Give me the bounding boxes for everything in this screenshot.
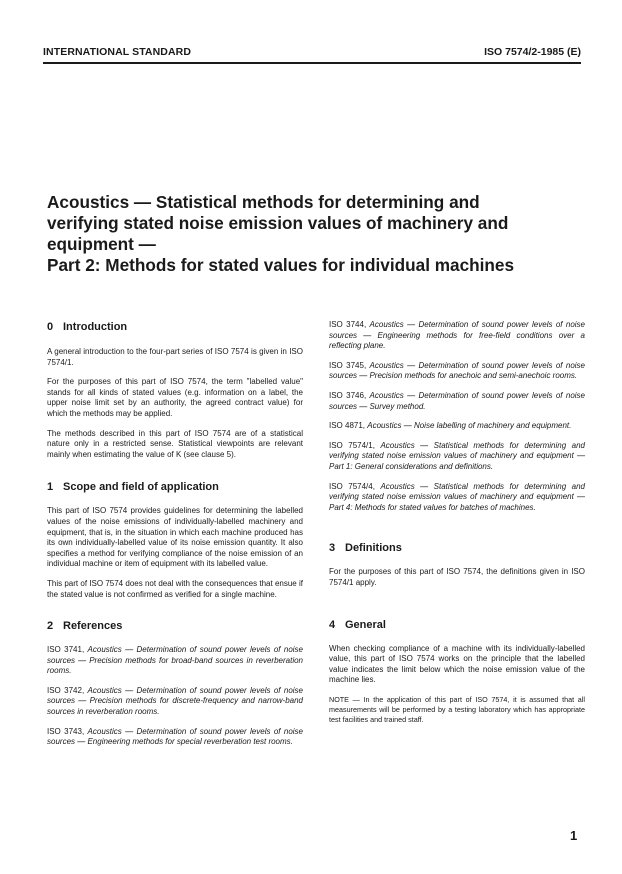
reference-title: Acoustics — Determination of sound power levels of noise sources — Engineering methods for free-field conditions over a reflecting plane.: [329, 320, 585, 351]
general-note: NOTE — In the application of this part of ISO 7574, it is assumed that all measurements will be performed by a testing laboratory which has appropriate test facilities and trained staff.: [329, 694, 585, 724]
reference-id: ISO 4871,: [329, 421, 366, 431]
document-title: [47, 192, 587, 276]
header-rule: [43, 62, 581, 64]
reference-title: Acoustics — Determination of sound power levels of noise sources — Precision methods for discrete-frequency and narrow-band sources in reverberation rooms.: [47, 685, 303, 717]
section-3-title: Definitions: [345, 542, 402, 555]
section-0-heading: [47, 320, 303, 334]
intro-paragraph-1: A general introduction to the four-part series of ISO 7574 is given in ISO 7574/1.: [47, 347, 303, 367]
reference-title: Acoustics — Determination of sound power levels of noise sources — Precision methods for broad-band sources in reverberation rooms.: [47, 645, 303, 676]
page-header: [43, 44, 581, 64]
section-1-heading: [47, 480, 303, 494]
reference-item: [47, 686, 303, 718]
reference-id: ISO 3742,: [47, 685, 85, 695]
intro-paragraph-2: For the purposes of this part of ISO 7574, the term "labelled value" stands for all kinds of stated values (e.g. information on a label, the upper noise limit set by an authority, the agreed contract value) for which the methods may be applied.: [47, 377, 303, 418]
reference-id: ISO 7574/4,: [329, 481, 375, 491]
page-number: 1: [570, 828, 578, 843]
general-paragraph: When checking compliance of a machine with its individually-labelled value, this part of ISO 7574 works on the principle that the labelled value indicates the limit below which the noise emission value of the machine lies.: [329, 643, 585, 685]
document-number: ISO 7574/2-1985 (E): [484, 46, 581, 58]
reference-item: [329, 441, 585, 473]
section-4-heading: [329, 618, 585, 632]
reference-title: Acoustics — Determination of sound power levels of noise sources — Survey method.: [329, 390, 585, 411]
title-line-2: verifying stated noise emission values of machinery and: [47, 213, 509, 233]
reference-id: ISO 3744,: [329, 320, 367, 329]
section-0-title: Introduction: [63, 321, 128, 333]
right-column: [329, 320, 585, 725]
title-line-1: Acoustics — Statistical methods for determining and: [47, 192, 480, 212]
reference-title: Acoustics — Statistical methods for determining and verifying stated noise emission values of machinery and equipment — Part 1: General considerations and definitions.: [329, 440, 585, 471]
intro-paragraph-3: The methods described in this part of ISO 7574 are of a statistical nature only in a restricted sense. Statistical viewpoints are relevant mainly when estimating the value of K (see clause 5).: [47, 428, 303, 459]
section-2-heading: [47, 619, 303, 633]
reference-id: ISO 3741,: [47, 645, 85, 655]
section-1-number: 1: [47, 481, 54, 494]
section-3-heading: [329, 541, 585, 555]
reference-title: Acoustics — Noise labelling of machinery and equipment.: [367, 421, 572, 431]
section-3-number: 3: [329, 542, 336, 555]
reference-id: ISO 7574/1,: [329, 440, 375, 450]
reference-id: ISO 3743,: [47, 726, 85, 736]
title-line-4: Part 2: Methods for stated values for individual machines: [47, 255, 515, 275]
section-0-number: 0: [47, 321, 54, 333]
reference-item: [329, 361, 585, 382]
section-4-title: General: [345, 618, 386, 631]
reference-item: [329, 320, 585, 352]
left-column: [47, 320, 303, 748]
reference-title: Acoustics — Statistical methods for determining and verifying stated noise emission values of machinery and equipment — Part 4: Methods for stated values for batches of machines.: [329, 481, 585, 512]
scope-paragraph-2: This part of ISO 7574 does not deal with the consequences that ensue if the stated value is not confirmed as verified for a single machine.: [47, 578, 303, 599]
scope-paragraph-1: This part of ISO 7574 provides guidelines for determining the labelled values of the noise emissions of individually-labelled machinery and equipment, that is, in the situation in which each machine produced has its own individually-labelled value of its noise emission quantity. It also specifies a method for verifying compliance of the noise emission of an individual machine or item of equipment with its labelled value.: [47, 506, 303, 569]
reference-item: [329, 482, 585, 514]
reference-item: [47, 645, 303, 677]
section-2-number: 2: [47, 620, 54, 633]
section-4-number: 4: [329, 618, 336, 631]
reference-item: [329, 391, 585, 412]
section-1-title: Scope and field of application: [63, 481, 219, 494]
document-type: INTERNATIONAL STANDARD: [43, 46, 192, 58]
reference-id: ISO 3746,: [329, 390, 367, 400]
section-2-title: References: [63, 620, 123, 633]
reference-id: ISO 3745,: [329, 360, 367, 370]
reference-title: Acoustics — Determination of sound power levels of noise sources — Precision methods for anechoic and semi-anechoic rooms.: [329, 360, 585, 381]
reference-title: Acoustics — Determination of sound power levels of noise sources — Engineering methods for special reverberation test rooms.: [47, 726, 303, 747]
reference-item: [329, 421, 585, 432]
reference-item: [47, 727, 303, 748]
definitions-paragraph: For the purposes of this part of ISO 7574, the definitions given in ISO 7574/1 apply.: [329, 567, 585, 587]
title-line-3: equipment —: [47, 234, 156, 254]
